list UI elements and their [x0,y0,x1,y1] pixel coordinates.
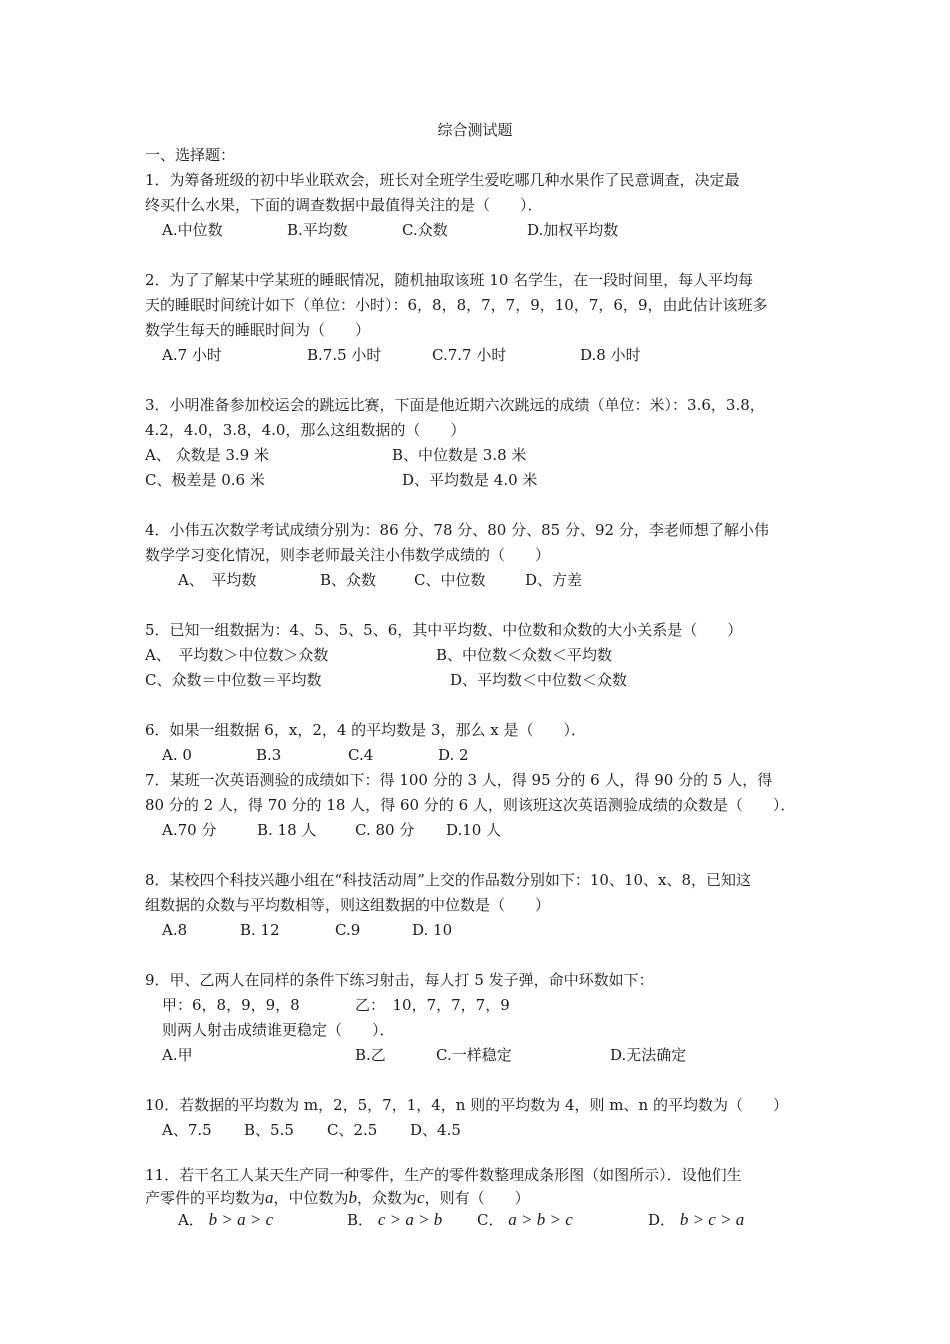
question-4-line-1: 4．小伟五次数学考试成绩分别为：86 分、78 分、80 分、85 分、92 分，李老师想了解小伟 [145,521,769,539]
question-4-option-d: D、方差 [525,571,583,589]
question-10-option-b: B、5.5 [244,1121,294,1139]
section-heading: 一、选择题： [145,146,236,164]
question-11-option-c-expr: a > b > c [508,1210,573,1229]
question-2-option-d: D.8 小时 [580,346,641,364]
question-6-option-b: B.3 [256,746,282,764]
variable-a: a [265,1188,274,1207]
question-9-line-1: 9．甲、乙两人在同样的条件下练习射击，每人打 5 发子弹，命中环数如下： [145,971,654,989]
question-8-option-d: D. 10 [412,921,453,939]
question-2-line-1: 2．为了了解某中学某班的睡眠情况，随机抽取该班 10 名学生，在一段时间里，每人平均每 [145,271,754,289]
question-5-line-1: 5．已知一组数据为：4、5、5、5、6，其中平均数、中位数和众数的大小关系是（ ） [145,621,743,639]
question-11-text-mid2: ，众数为 [357,1189,418,1207]
question-3-option-a: A、 众数是 3.9 米 [145,446,269,464]
question-11-text-mid1: ，中位数为 [273,1189,349,1207]
question-6-option-d: D. 2 [438,746,469,764]
question-3-option-c: C、极差是 0.6 米 [145,471,265,489]
question-1-line-1: 1．为筹备班级的初中毕业联欢会，班长对全班学生爱吃哪几种水果作了民意调查，决定最 [145,171,740,189]
question-11-line-1: 11．若干名工人某天生产同一种零件，生产的零件数整理成条形图（如图所示）．设他们生 [145,1166,742,1184]
question-3-option-d: D、平均数是 4.0 米 [402,471,538,489]
question-8-line-1: 8．某校四个科技兴趣小组在“科技活动周”上交的作品数分别如下：10、10、x、8，已知这 [145,871,752,889]
question-7-option-a: A.70 分 [162,821,217,839]
question-5-option-c: C、众数＝中位数＝平均数 [145,671,322,689]
question-6-option-c: C.4 [348,746,374,764]
question-7-option-b: B. 18 人 [257,821,317,839]
question-2-line-2: 天的睡眠时间统计如下（单位：小时）：6，8，8，7，7，9，10，7，6，9，由此估计该班多 [145,296,768,314]
question-8-option-b: B. 12 [240,921,280,939]
question-7-option-d: D.10 人 [446,821,502,839]
question-11-text-post: ，则有（ ） [424,1189,530,1207]
question-2-option-c: C.7.7 小时 [432,346,507,364]
question-11-option-a [178,1210,273,1230]
question-5-option-a: A、 平均数＞中位数＞众数 [145,646,329,664]
question-4-option-a: A、 平均数 [178,571,257,589]
question-11-option-c-label: C． [477,1211,504,1229]
question-3-line-1: 3．小明准备参加校运会的跳远比赛，下面是他近期六次跳远的成绩（单位：米）：3.6，3.8， [145,396,765,414]
question-1-option-c: C.众数 [402,221,448,239]
question-9-line-3: 则两人射击成绩谁更稳定（ ）． [162,1021,395,1039]
question-11-line-2 [145,1188,530,1208]
question-2-line-3: 数学生每天的睡眠时间为（ ） [145,321,371,339]
variable-c: c [417,1188,425,1207]
question-2-option-b: B.7.5 小时 [307,346,382,364]
question-8-option-a: A.8 [162,921,188,939]
question-9-option-d: D.无法确定 [610,1046,687,1064]
question-11-option-b-label: B． [347,1211,374,1229]
question-8-option-c: C.9 [335,921,361,939]
question-10-line-1: 10．若数据的平均数为 m，2，5，7，1，4，n 则的平均数为 4，则 m、n 的平均数为（ ） [145,1096,788,1114]
question-9-data-jia: 甲：6，8，9，9，8 [162,996,300,1014]
question-5-option-d: D、平均数＜中位数＜众数 [450,671,628,689]
question-9-data-yi: 乙： 10，7，7，7，9 [355,996,510,1014]
question-4-line-2: 数学学习变化情况，则李老师最关注小伟数学成绩的（ ） [145,546,551,564]
question-7-line-2: 80 分的 2 人，得 70 分的 18 人，得 60 分的 6 人，则该班这次英语测验成绩的众数是（ ）． [145,796,796,814]
variable-b: b [348,1188,358,1207]
question-10-option-c: C、2.5 [327,1121,378,1139]
question-7-line-1: 7．某班一次英语测验的成绩如下：得 100 分的 3 人，得 95 分的 6 人，得 90 分的 5 人，得 [145,771,773,789]
question-9-option-b: B.乙 [355,1046,386,1064]
question-11-option-d-expr: b > c > a [679,1210,745,1229]
question-3-line-2: 4.2，4.0，3.8，4.0，那么这组数据的（ ） [145,421,466,439]
question-10-option-a: A、7.5 [162,1121,212,1139]
question-9-option-a: A.甲 [162,1046,193,1064]
question-11-option-a-expr: b > a > c [208,1210,274,1229]
question-5-option-b: B、中位数＜众数＜平均数 [436,646,613,664]
question-11-option-b-expr: c > a > b [377,1210,443,1229]
question-4-option-c: C、中位数 [414,571,486,589]
question-9-option-c: C.一样稳定 [436,1046,512,1064]
question-2-option-a: A.7 小时 [162,346,222,364]
question-1-option-d: D.加权平均数 [527,221,619,239]
question-11-option-d [648,1210,744,1230]
question-1-option-a: A.中位数 [162,221,223,239]
question-11-text-pre: 产零件的平均数为 [145,1189,266,1207]
question-4-option-b: B、众数 [320,571,377,589]
question-7-option-c: C. 80 分 [355,821,415,839]
question-11-option-d-label: D． [648,1211,676,1229]
question-11-option-b [347,1210,442,1230]
question-6-option-a: A. 0 [162,746,192,764]
question-3-option-b: B、中位数是 3.8 米 [392,446,527,464]
question-1-option-b: B.平均数 [287,221,348,239]
question-8-line-2: 组数据的众数与平均数相等，则这组数据的中位数是（ ） [145,896,551,914]
question-10-option-d: D、4.5 [410,1121,461,1139]
question-6-line-1: 6．如果一组数据 6，x，2，4 的平均数是 3，那么 x 是（ ）． [145,721,586,739]
page-title: 综合测试题 [437,121,513,139]
question-1-line-2: 终买什么水果，下面的调查数据中最值得关注的是（ ）． [145,196,543,214]
question-11-option-c [477,1210,573,1230]
question-11-option-a-label: A． [178,1211,204,1229]
